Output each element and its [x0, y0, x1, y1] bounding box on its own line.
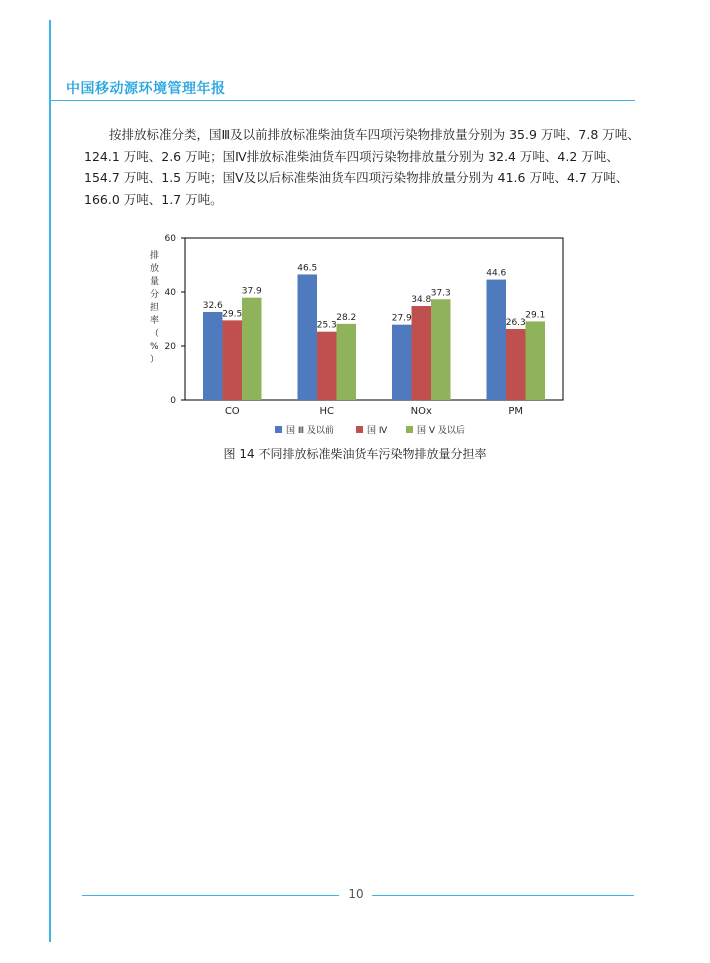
- bar-value-label: 34.8: [411, 295, 432, 306]
- legend-label: 国 Ⅳ: [367, 426, 388, 436]
- bar-value-label: 44.6: [486, 268, 507, 279]
- bar-value-label: 37.3: [430, 288, 451, 299]
- x-category-label: CO: [224, 406, 240, 417]
- chart-svg: [140, 228, 580, 444]
- bar-value-label: 27.9: [391, 313, 412, 324]
- legend-swatch: [406, 426, 413, 433]
- y-tick-label: 20: [164, 342, 176, 352]
- x-category-label: NOx: [410, 406, 432, 417]
- y-axis-label: 排放量分担率（%）: [150, 251, 160, 365]
- header-rule: [51, 100, 635, 101]
- legend-label: 国 Ⅴ 及以后: [417, 426, 465, 436]
- bar: [203, 312, 223, 400]
- footer-rule-right: [372, 895, 634, 896]
- y-tick-label: 40: [164, 288, 176, 298]
- figure-caption: 图 14 不同排放标准柴油货车污染物排放量分担率: [223, 447, 487, 461]
- x-category-label: HC: [319, 406, 335, 417]
- bar-value-label: 28.2: [336, 312, 357, 323]
- bar: [526, 321, 546, 400]
- bar-value-label: 32.6: [202, 300, 223, 311]
- bar: [298, 274, 318, 400]
- bar: [487, 280, 507, 400]
- bar-value-label: 29.5: [222, 309, 243, 320]
- bar: [317, 332, 337, 400]
- body-paragraph: 按排放标准分类，国Ⅲ及以前排放标准柴油货车四项污染物排放量分别为 35.9 万吨、7.8 万吨、124.1 万吨、2.6 万吨；国Ⅳ排放标准柴油货车四项污染物排放量分别为 32.4 万吨、4.2 万吨、154.7 万吨、1.5 万吨；国Ⅴ及以后标准柴油货车四项污染物排放量分别为 41.6 万吨、4.7 万吨、166.0 万吨、1.7 万吨。: [84, 127, 640, 207]
- bar-value-label: 46.5: [297, 263, 318, 274]
- footer-rule-left: [82, 895, 339, 896]
- bar: [242, 298, 262, 400]
- legend-label: 国 Ⅲ 及以前: [286, 426, 334, 436]
- y-tick-label: 60: [164, 234, 176, 244]
- left-margin-line: [49, 20, 51, 942]
- emission-share-chart: [140, 228, 580, 444]
- bar-value-label: 29.1: [525, 310, 546, 321]
- x-category-label: PM: [508, 406, 524, 417]
- bar: [506, 329, 526, 400]
- legend-swatch: [356, 426, 363, 433]
- bar: [431, 299, 451, 400]
- bar: [223, 320, 243, 400]
- page-header-title: 中国移动源环境管理年报: [66, 81, 226, 97]
- legend-swatch: [275, 426, 282, 433]
- bar: [392, 325, 412, 400]
- y-tick-label: 0: [170, 396, 176, 406]
- bar-value-label: 25.3: [316, 320, 337, 331]
- bar: [412, 306, 432, 400]
- bar-value-label: 26.3: [505, 317, 526, 328]
- bar-value-label: 37.9: [241, 286, 262, 297]
- page-number: 10: [348, 887, 364, 901]
- bar: [337, 324, 357, 400]
